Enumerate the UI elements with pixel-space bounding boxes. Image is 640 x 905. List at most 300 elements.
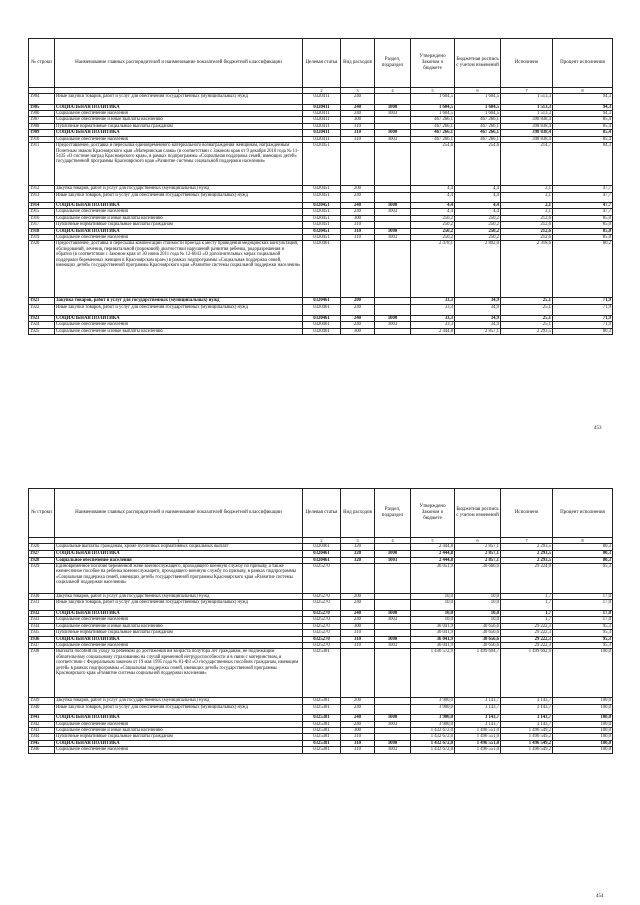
executed-value: 2 293,5 <box>501 328 553 334</box>
percent-value: 80,3 <box>553 544 613 551</box>
section: 1000 <box>375 636 411 642</box>
approved-value: 1 604,5 <box>411 94 455 105</box>
row-name: СОЦИАЛЬНАЯ ПОЛИТИКА <box>55 130 303 136</box>
approved-value: 250,2 <box>411 215 455 221</box>
row-number: 1924 <box>29 322 55 328</box>
percent-value: 47,7 <box>553 192 613 203</box>
expense-type: 240 <box>341 600 375 611</box>
col-executed: Исполнено <box>501 39 553 88</box>
row-number: 1943 <box>29 728 55 734</box>
approved-value: 3 900,0 <box>411 704 455 715</box>
executed-value: 1 499 692,9 <box>501 649 553 698</box>
target-article: 0325381 <box>303 734 341 740</box>
expense-type: 240 <box>341 203 375 209</box>
expense-type: 310 <box>341 123 375 129</box>
expense-type: 240 <box>341 192 375 203</box>
approved-value: 10,0 <box>411 610 455 616</box>
row-number: 1932 <box>29 610 55 616</box>
target-article: 0320461 <box>303 551 341 557</box>
page-453 <box>0 0 640 435</box>
approved-value: 36 041,9 <box>411 623 455 629</box>
table-row <box>29 143 613 186</box>
executed-value: 1 513,3 <box>501 111 553 117</box>
row-number: 1927 <box>29 551 55 557</box>
col-approved: Утверждено Законом о бюджете <box>411 39 455 88</box>
page-number: 453 <box>594 426 602 431</box>
row-number: 1907 <box>29 117 55 123</box>
executed-value: 2 293,5 <box>501 551 553 557</box>
executed-value: 212,6 <box>501 235 553 241</box>
percent-value: 17,0 <box>553 600 613 611</box>
percent-value: 94,3 <box>553 94 613 105</box>
executed-value: 1 513,3 <box>501 104 553 110</box>
row-name: СОЦИАЛЬНАЯ ПОЛИТИКА <box>55 104 303 110</box>
revised-value: 1 496 551,0 <box>455 740 501 746</box>
target-article: 0320461 <box>303 557 341 563</box>
approved-value: 2 444,8 <box>411 557 455 563</box>
row-name: СОЦИАЛЬНАЯ ПОЛИТИКА <box>55 740 303 746</box>
revised-value: 3 143,7 <box>455 704 501 715</box>
row-name: Социальное обеспечение населения <box>55 721 303 727</box>
approved-value: 2 478,1 <box>411 241 455 298</box>
approved-value: 2 444,8 <box>411 544 455 551</box>
percent-value: 95,3 <box>553 642 613 648</box>
col-target-article: Целевая статья <box>303 489 341 538</box>
row-number: 1946 <box>29 747 55 753</box>
target-article: 0320461 <box>303 305 341 316</box>
approved-value: 4,4 <box>411 203 455 209</box>
target-article: 0320461 <box>303 328 341 334</box>
revised-value: 34,9 <box>455 305 501 316</box>
target-article: 0320451 <box>303 215 341 221</box>
approved-value: 250,2 <box>411 228 455 234</box>
percent-value: 47,7 <box>553 209 613 215</box>
revised-value: 1 604,5 <box>455 94 501 105</box>
row-number: 1931 <box>29 600 55 611</box>
row-name: Иные закупки товаров, работ и услуг для обеспечения государственных (муниципальных) нужд <box>55 94 303 105</box>
approved-value: 1 604,5 <box>411 104 455 110</box>
percent-value: 85,0 <box>553 222 613 228</box>
executed-value: 398 838,4 <box>501 117 553 123</box>
row-name: Социальное обеспечение и иные выплаты населению <box>55 623 303 629</box>
executed-value: 1 496 549,2 <box>501 728 553 734</box>
percent-value: 71,9 <box>553 298 613 305</box>
section: 1003 <box>375 747 411 753</box>
target-article: 0320461 <box>303 241 341 298</box>
executed-value: 3 143,7 <box>501 704 553 715</box>
section <box>375 298 411 305</box>
revised-value: 2 892,0 <box>455 241 501 298</box>
row-name: Предоставление, доставка и пересылка единовременного материального вознаграждения женщинам, награжденным Почетным знаком Красноярского края «Материнская слава» (в соответствии с Законом края от 9 декабря 2010 года № 11-5435 «О системе наград Красноярского края», в рамках подпрограммы «Социальная поддержка семей, имеющих детей» государственной программы Красноярского края «Развитие системы социальной поддержки населения» <box>55 143 303 186</box>
row-name: Социальное обеспечение и иные выплаты населению <box>55 117 303 123</box>
percent-value: 17,0 <box>553 617 613 623</box>
percent-value: 100,0 <box>553 721 613 727</box>
expense-type: 200 <box>341 298 375 305</box>
approved-value: 10,0 <box>411 600 455 611</box>
revised-value: 2 857,1 <box>455 557 501 563</box>
target-article: 0320461 <box>303 298 341 305</box>
percent-value: 100,0 <box>553 747 613 753</box>
percent-value: 94,3 <box>553 111 613 117</box>
colnum-5: 5 <box>411 538 455 544</box>
revised-value: 1 496 551,0 <box>455 728 501 734</box>
executed-value: 25,1 <box>501 315 553 321</box>
percent-value: 100,0 <box>553 649 613 698</box>
expense-type: 240 <box>341 721 375 727</box>
revised-value: 30 656,6 <box>455 623 501 629</box>
row-number: 1912 <box>29 186 55 192</box>
col-section: Раздел, подраздел <box>375 489 411 538</box>
section: 1003 <box>375 642 411 648</box>
row-name: Социальное обеспечение населения <box>55 617 303 623</box>
executed-value: 2,1 <box>501 192 553 203</box>
expense-type: 200 <box>341 698 375 704</box>
approved-value: 250,2 <box>411 235 455 241</box>
percent-value: 100,0 <box>553 715 613 721</box>
section: 1003 <box>375 322 411 328</box>
section <box>375 544 411 551</box>
approved-value: 33,3 <box>411 315 455 321</box>
colnum-7: 7 <box>501 538 553 544</box>
row-name: Социальное обеспечение населения <box>55 111 303 117</box>
expense-type: 240 <box>341 322 375 328</box>
executed-value: 3 143,7 <box>501 698 553 704</box>
revised-value: 10,0 <box>455 593 501 599</box>
row-name: СОЦИАЛЬНАЯ ПОЛИТИКА <box>55 610 303 616</box>
row-name: Социальное обеспечение населения <box>55 557 303 563</box>
col-expense-type: Вид расходов <box>341 39 375 88</box>
section: 1003 <box>375 617 411 623</box>
table-row <box>29 704 613 715</box>
expense-type: 320 <box>341 544 375 551</box>
colnum-6: 6 <box>455 538 501 544</box>
expense-type: 300 <box>341 215 375 221</box>
section: 1000 <box>375 203 411 209</box>
section <box>375 328 411 334</box>
row-number: 1942 <box>29 721 55 727</box>
section: 1003 <box>375 209 411 215</box>
section: 1000 <box>375 740 411 746</box>
approved-value: 250,2 <box>411 222 455 228</box>
row-name: Иные закупки товаров, работ и услуг для обеспечения государственных (муниципальных) нужд <box>55 305 303 316</box>
table-row <box>29 192 613 203</box>
percent-value: 95,3 <box>553 563 613 593</box>
expense-type: 310 <box>341 136 375 142</box>
colnum-6: 6 <box>455 88 501 94</box>
revised-value: 1 604,5 <box>455 111 501 117</box>
target-article: 0325381 <box>303 649 341 698</box>
executed-value: 398 838,4 <box>501 123 553 129</box>
revised-value: 10,0 <box>455 617 501 623</box>
expense-type: 310 <box>341 747 375 753</box>
section: 1003 <box>375 136 411 142</box>
row-number: 1929 <box>29 563 55 593</box>
row-name: Закупка товаров, работ и услуг для государственных (муниципальных) нужд <box>55 698 303 704</box>
approved-value: 36 041,9 <box>411 636 455 642</box>
row-number: 1921 <box>29 298 55 305</box>
percent-value: 71,9 <box>553 315 613 321</box>
row-number: 1922 <box>29 305 55 316</box>
approved-value: 4,4 <box>411 192 455 203</box>
executed-value: 1 496 549,2 <box>501 740 553 746</box>
percent-value: 71,9 <box>553 322 613 328</box>
row-name: СОЦИАЛЬНАЯ ПОЛИТИКА <box>55 551 303 557</box>
percent-value: 17,0 <box>553 610 613 616</box>
expense-type: 240 <box>341 704 375 715</box>
target-article: 0320451 <box>303 186 341 192</box>
revised-value: 4,4 <box>455 209 501 215</box>
section <box>375 241 411 298</box>
expense-type: 300 <box>341 328 375 334</box>
target-article: 0325381 <box>303 698 341 704</box>
target-article: 0320411 <box>303 111 341 117</box>
row-name: СОЦИАЛЬНАЯ ПОЛИТИКА <box>55 203 303 209</box>
approved-value: 33,3 <box>411 322 455 328</box>
col-section: Раздел, подраздел <box>375 39 411 88</box>
header-row <box>29 39 613 88</box>
approved-value: 1 432 672,0 <box>411 740 455 746</box>
expense-type: 240 <box>341 104 375 110</box>
revised-value: 1 499 694,7 <box>455 649 501 698</box>
executed-value: 2 293,5 <box>501 557 553 563</box>
executed-value: 25,1 <box>501 322 553 328</box>
expense-type: 240 <box>341 111 375 117</box>
target-article: 0320451 <box>303 203 341 209</box>
expense-type: 320 <box>341 551 375 557</box>
target-article: 0325381 <box>303 704 341 715</box>
table-row <box>29 328 613 334</box>
expense-type: 300 <box>341 117 375 123</box>
row-number: 1923 <box>29 315 55 321</box>
row-name: СОЦИАЛЬНАЯ ПОЛИТИКА <box>55 715 303 721</box>
approved-value: 33,3 <box>411 305 455 316</box>
colnum-2: 2 <box>303 88 341 94</box>
col-revised: Бюджетная роспись с учетом изменений <box>455 39 501 88</box>
approved-value: 467 266,1 <box>411 136 455 142</box>
row-number: 1915 <box>29 209 55 215</box>
percent-value: 100,0 <box>553 740 613 746</box>
revised-value: 1 496 551,0 <box>455 747 501 753</box>
percent-value: 100,0 <box>553 728 613 734</box>
executed-value: 212,6 <box>501 222 553 228</box>
table-row <box>29 241 613 298</box>
approved-value: 467 266,1 <box>411 117 455 123</box>
budget-table <box>28 488 613 754</box>
revised-value: 467 266,1 <box>455 123 501 129</box>
revised-value: 30 656,6 <box>455 630 501 636</box>
revised-value: 10,0 <box>455 610 501 616</box>
target-article: 0325381 <box>303 728 341 734</box>
table-row <box>29 563 613 593</box>
expense-type: 310 <box>341 636 375 642</box>
row-name: Закупка товаров, работ и услуг для государственных (муниципальных) нужд <box>55 593 303 599</box>
target-article: 0320411 <box>303 123 341 129</box>
row-number: 1933 <box>29 617 55 623</box>
revised-value: 467 266,1 <box>455 136 501 142</box>
row-name: Социальное обеспечение населения <box>55 136 303 142</box>
expense-type: 310 <box>341 235 375 241</box>
revised-value: 30 666,6 <box>455 563 501 593</box>
executed-value: 2 293,5 <box>501 544 553 551</box>
section: 1000 <box>375 551 411 557</box>
approved-value: 1 604,5 <box>411 111 455 117</box>
percent-value: 85,0 <box>553 228 613 234</box>
row-number: 1936 <box>29 636 55 642</box>
target-article: 0320461 <box>303 315 341 321</box>
revised-value: 34,9 <box>455 315 501 321</box>
row-number: 1934 <box>29 623 55 629</box>
executed-value: 25,1 <box>501 305 553 316</box>
row-number: 1928 <box>29 557 55 563</box>
revised-value: 10,0 <box>455 600 501 611</box>
col-executed: Исполнено <box>501 489 553 538</box>
row-name: Единовременное пособие беременной жене военнослужащего, проходящего военную службу по призыву, а также ежемесячное пособие на ребенка военнослужащего, проходящего военную службу по призыву, в рамках подпрограммы «Социальная поддержка семей, имеющих детей» государственной программы Красноярского края «Развитие системы социальной поддержки населения» <box>55 563 303 593</box>
executed-value: 29 224,0 <box>501 563 553 593</box>
row-name: Социальное обеспечение населения <box>55 322 303 328</box>
revised-value: 34,9 <box>455 298 501 305</box>
row-number: 1910 <box>29 136 55 142</box>
percent-value: 85,4 <box>553 117 613 123</box>
row-number: 1919 <box>29 235 55 241</box>
expense-type: 310 <box>341 642 375 648</box>
col-row-number: № строки <box>29 39 55 88</box>
target-article: 0320451 <box>303 192 341 203</box>
col-name: Наименование главных распорядителей и наименование показателей бюджетной классификации <box>55 39 303 88</box>
target-article: 0325381 <box>303 747 341 753</box>
row-number: 1908 <box>29 123 55 129</box>
row-name: Публичные нормативные социальные выплаты гражданам <box>55 123 303 129</box>
row-name: Публичные нормативные социальные выплаты гражданам <box>55 222 303 228</box>
revised-value: 2 857,1 <box>455 551 501 557</box>
approved-value: 4,4 <box>411 209 455 215</box>
percent-value: 85,0 <box>553 235 613 241</box>
executed-value: 1 513,3 <box>501 94 553 105</box>
row-name: Иные закупки товаров, работ и услуг для обеспечения государственных (муниципальных) нужд <box>55 192 303 203</box>
section <box>375 305 411 316</box>
expense-type: 200 <box>341 186 375 192</box>
approved-value: 4,4 <box>411 186 455 192</box>
expense-type: 310 <box>341 222 375 228</box>
target-article: 0325270 <box>303 600 341 611</box>
revised-value: 3 143,7 <box>455 698 501 704</box>
percent-value: 94,3 <box>553 104 613 110</box>
expense-type: 240 <box>341 610 375 616</box>
row-number: 1905 <box>29 104 55 110</box>
colnum-7: 7 <box>501 88 553 94</box>
target-article: 0325381 <box>303 740 341 746</box>
executed-value: 1,7 <box>501 610 553 616</box>
row-number: 1939 <box>29 698 55 704</box>
expense-type: 310 <box>341 130 375 136</box>
section <box>375 649 411 698</box>
revised-value: 250,2 <box>455 222 501 228</box>
row-number: 1925 <box>29 328 55 334</box>
row-number: 1935 <box>29 630 55 636</box>
target-article: 0320451 <box>303 143 341 186</box>
row-name: Публичные нормативные социальные выплаты гражданам <box>55 630 303 636</box>
row-name: Публичные нормативные социальные выплаты гражданам <box>55 734 303 740</box>
executed-value: 398 838,4 <box>501 130 553 136</box>
target-article: 0325270 <box>303 610 341 616</box>
col-revised: Бюджетная роспись с учетом изменений <box>455 489 501 538</box>
revised-value: 4,4 <box>455 192 501 203</box>
executed-value: 398 838,4 <box>501 136 553 142</box>
expense-type: 310 <box>341 734 375 740</box>
section: 1003 <box>375 721 411 727</box>
col-expense-type: Вид расходов <box>341 489 375 538</box>
revised-value: 467 266,1 <box>455 130 501 136</box>
row-name: Социальное обеспечение населения <box>55 747 303 753</box>
executed-value: 3 143,7 <box>501 715 553 721</box>
row-name: Иные закупки товаров, работ и услуг для обеспечения государственных (муниципальных) нужд <box>55 600 303 611</box>
section: 1000 <box>375 130 411 136</box>
percent-value: 84,3 <box>553 143 613 186</box>
approved-value: 36 041,9 <box>411 630 455 636</box>
target-article: 0325381 <box>303 715 341 721</box>
target-article: 0320451 <box>303 235 341 241</box>
executed-value: 1,7 <box>501 593 553 599</box>
executed-value: 214,7 <box>501 143 553 186</box>
colnum-3: 3 <box>341 88 375 94</box>
expense-type: 200 <box>341 593 375 599</box>
percent-value: 85,4 <box>553 130 613 136</box>
target-article: 0325270 <box>303 636 341 642</box>
section: 1000 <box>375 228 411 234</box>
col-percent: Процент исполнения <box>553 39 613 88</box>
row-name: Социальные выплаты гражданам, кроме публичных нормативных социальных выплат <box>55 544 303 551</box>
row-number: 1909 <box>29 130 55 136</box>
percent-value: 80,3 <box>553 328 613 334</box>
expense-type: 310 <box>341 228 375 234</box>
budget-table <box>28 38 613 335</box>
row-name: Социальное обеспечение населения <box>55 642 303 648</box>
row-name: Закупка товаров, работ и услуг для государственных (муниципальных) нужд <box>55 186 303 192</box>
approved-value: 3 900,0 <box>411 698 455 704</box>
col-name: Наименование главных распорядителей и наименование показателей бюджетной классификации <box>55 489 303 538</box>
section: 1003 <box>375 111 411 117</box>
percent-value: 47,7 <box>553 186 613 192</box>
colnum-8: 8 <box>553 538 613 544</box>
approved-value: 2 444,8 <box>411 328 455 334</box>
section: 1000 <box>375 104 411 110</box>
row-number: 1918 <box>29 228 55 234</box>
row-number: 1926 <box>29 544 55 551</box>
colnum-1: 1 <box>55 88 303 94</box>
percent-value: 80,2 <box>553 241 613 298</box>
revised-value: 4,4 <box>455 203 501 209</box>
expense-type: 240 <box>341 617 375 623</box>
section: 1003 <box>375 557 411 563</box>
target-article: 0320411 <box>303 94 341 105</box>
revised-value: 3 143,7 <box>455 715 501 721</box>
expense-type <box>341 143 375 186</box>
expense-type: 240 <box>341 715 375 721</box>
approved-value: 33,3 <box>411 298 455 305</box>
target-article: 0325270 <box>303 563 341 593</box>
expense-type: 320 <box>341 557 375 563</box>
approved-value: 3 900,0 <box>411 715 455 721</box>
percent-value: 95,3 <box>553 636 613 642</box>
col-percent: Процент исполнения <box>553 489 613 538</box>
percent-value: 85,4 <box>553 123 613 129</box>
revised-value: 1 496 551,0 <box>455 734 501 740</box>
expense-type: 310 <box>341 740 375 746</box>
col-row-number: № строки <box>29 489 55 538</box>
revised-value: 30 656,6 <box>455 636 501 642</box>
executed-value: 2,1 <box>501 186 553 192</box>
executed-value: 1 496 549,2 <box>501 747 553 753</box>
colnum-4: 4 <box>375 88 411 94</box>
